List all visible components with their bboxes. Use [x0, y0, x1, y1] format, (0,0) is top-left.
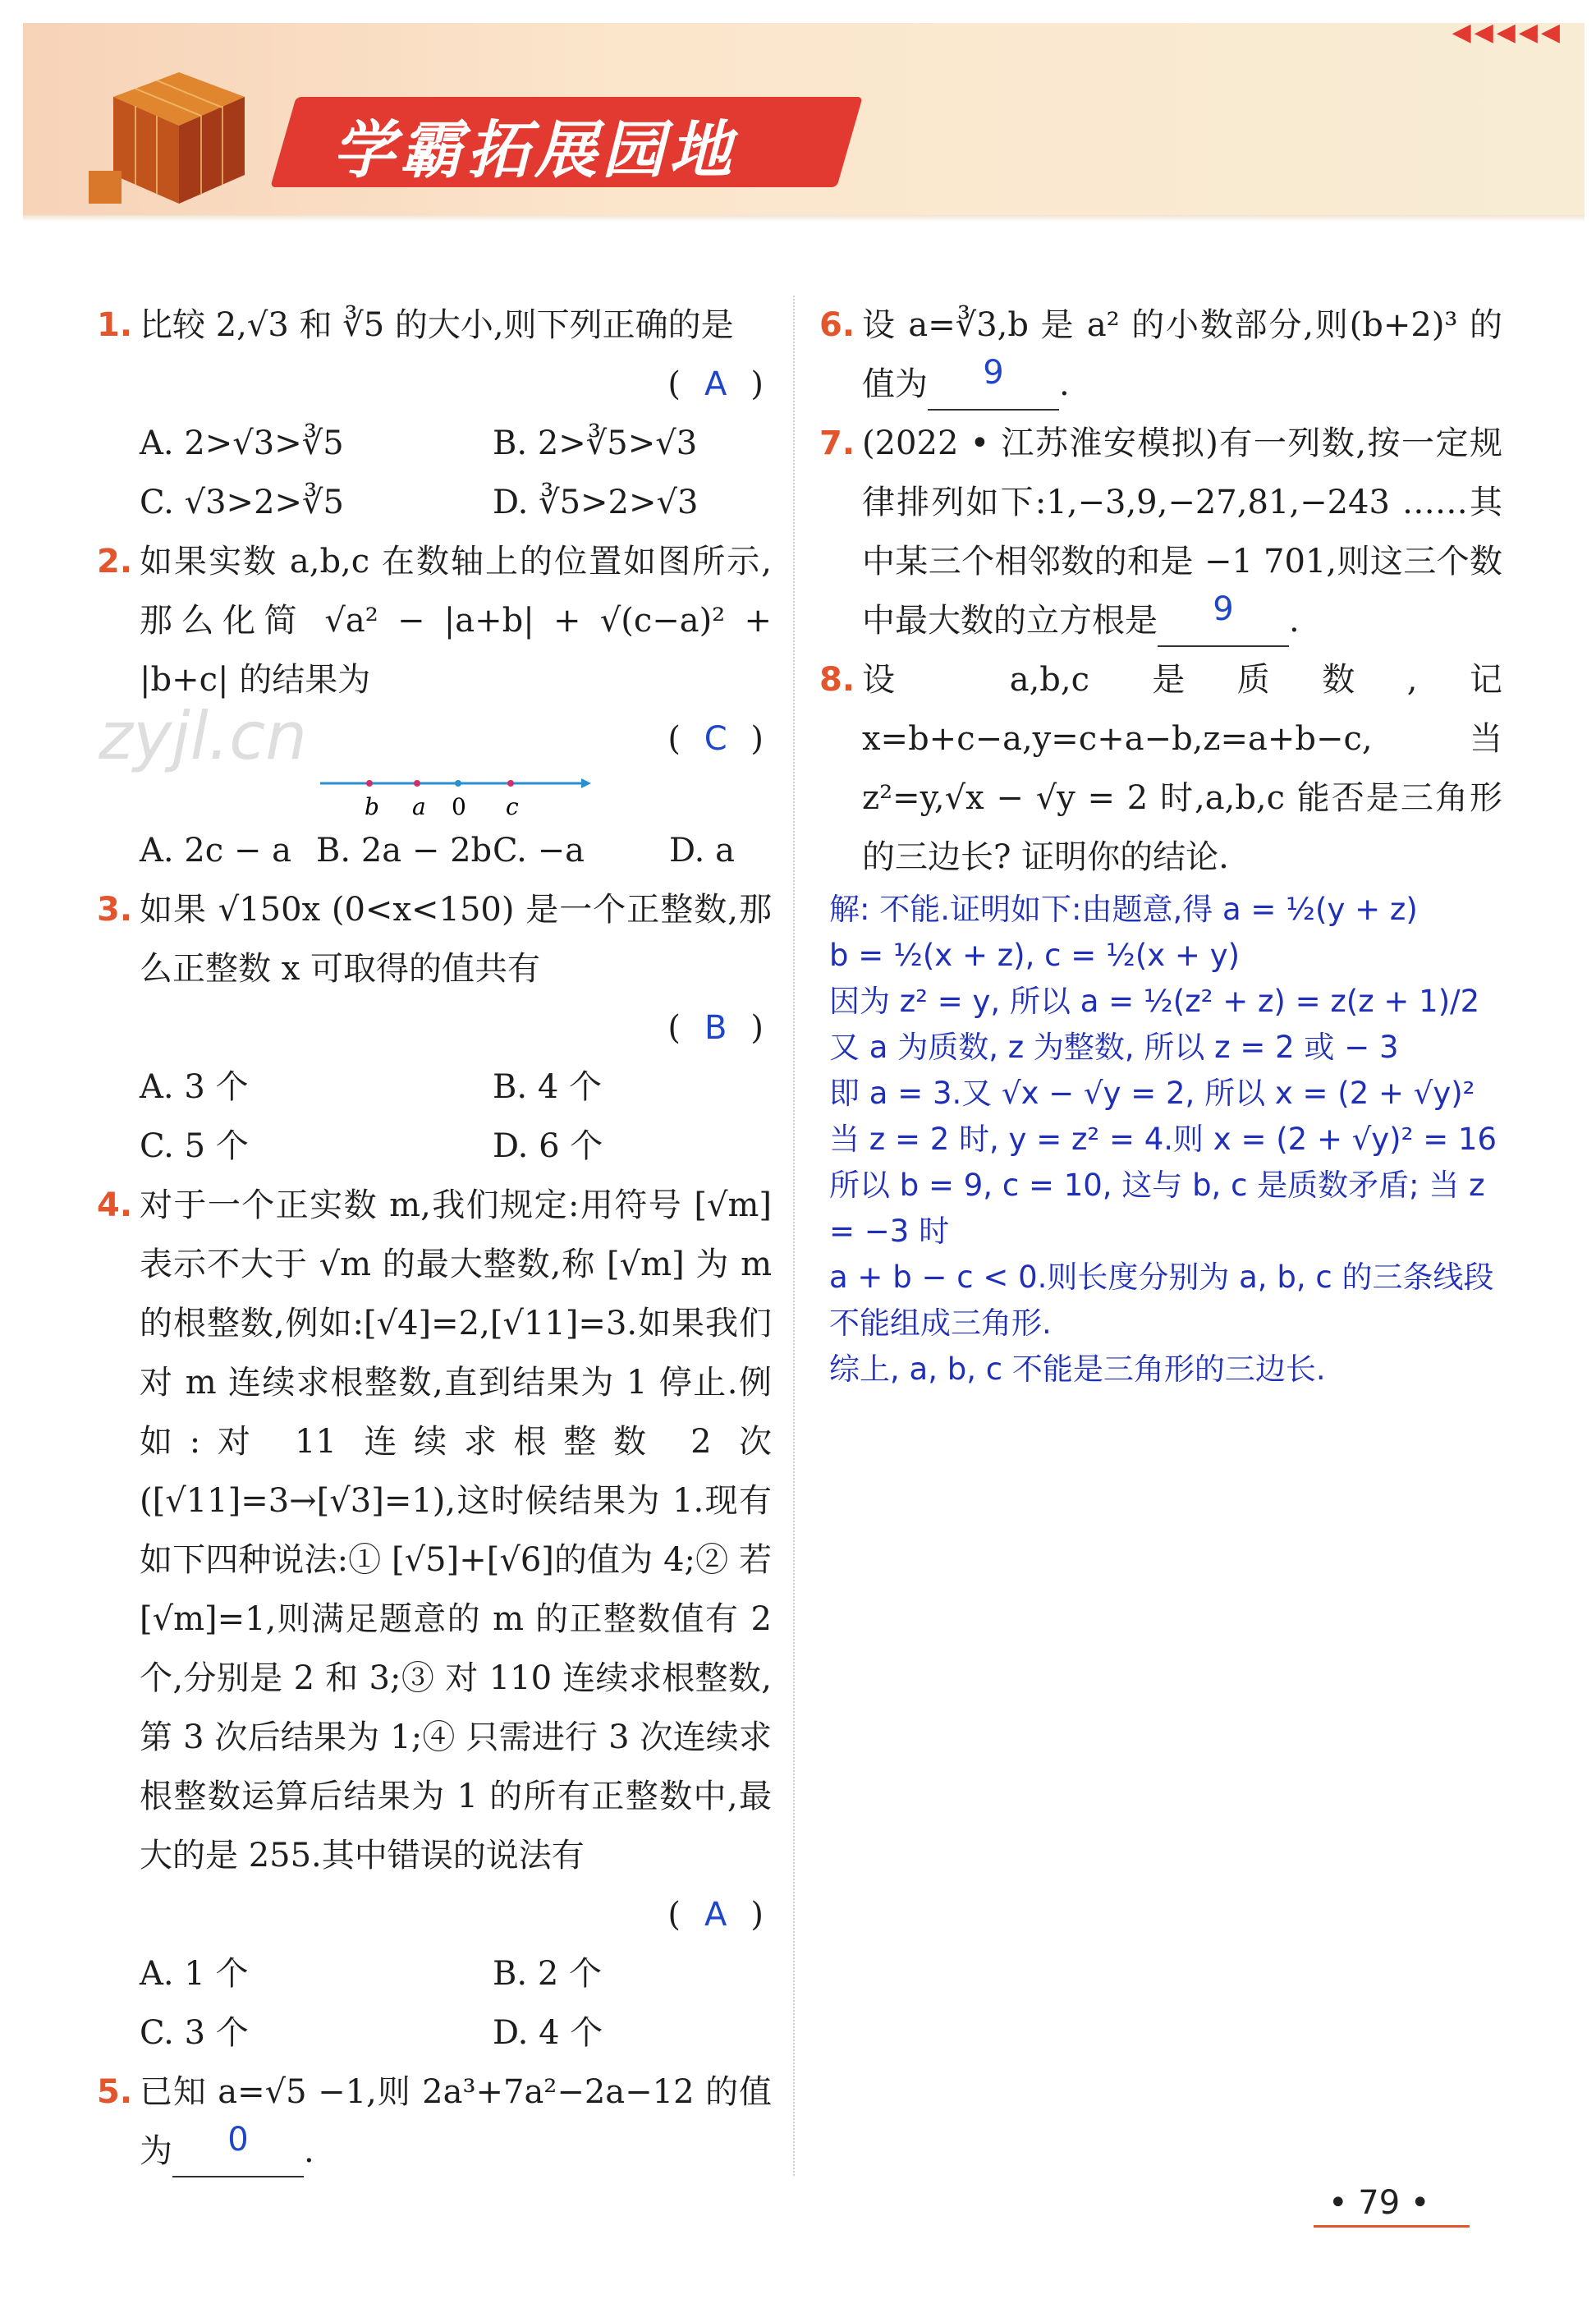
question-5	[99, 2063, 772, 2181]
solution-line: 解: 不能.证明如下:由题意,得 a = ½(y + z)	[829, 892, 1418, 927]
option-b: B. 2>∛5>√3	[493, 424, 698, 462]
options	[99, 821, 772, 880]
option-c: C. 5 个	[140, 1127, 249, 1165]
answer-bracket: ( C )	[99, 709, 772, 769]
question-6	[821, 296, 1502, 414]
question-4	[99, 1176, 772, 2063]
solution-line: b = ½(x + z), c = ½(x + y)	[829, 938, 1241, 973]
option-b: B. 2a − 2b	[316, 832, 493, 870]
answer-value: C	[704, 720, 727, 758]
option-d: D. a	[669, 832, 735, 870]
option-a: A. 1 个	[140, 1955, 249, 1993]
label-zero: 0	[452, 793, 466, 820]
option-b: B. 2 个	[493, 1955, 602, 1993]
answer-value: A	[704, 1896, 727, 1934]
question-number: 3.	[97, 891, 133, 929]
option-a: A. 3 个	[140, 1068, 249, 1106]
option-a: A. 2>√3>∛5	[140, 424, 344, 462]
question-number: 7.	[819, 424, 855, 462]
blank-value: 9	[1213, 590, 1234, 628]
label-a: a	[412, 793, 426, 820]
options	[99, 1944, 772, 2063]
option-a: A. 2c − a	[140, 832, 291, 870]
watermark: zyjl.cn	[99, 698, 307, 774]
answer-bracket: ( A )	[99, 1885, 772, 1944]
question-number: 5.	[97, 2073, 133, 2111]
solution-line: 即 a = 3.又 √x − √y = 2, 所以 x = (2 + √y)²	[829, 1076, 1475, 1111]
number-line	[320, 769, 591, 821]
blank-value: 9	[983, 354, 1004, 392]
option-d: D. ∛5>2>√3	[493, 484, 699, 521]
label-c: c	[506, 793, 519, 820]
question-3	[99, 880, 772, 1176]
page-title: 学霸拓展园地	[332, 113, 736, 186]
option-c: C. 3 个	[140, 2014, 249, 2052]
question-text: 对于一个正实数 m,我们规定:用符号 [√m] 表示不大于 √m 的最大整数,称 [√m] 为 m 的根整数,例如:[√4]=2,[√11]=3.如果我们对 m 连续求根整数,直到结果为 1 停止.例如:对 11 连续求根整数 2 次([√11]=3→[√3]=1),这时候结果为 1.现有如下四种说法:① [√5]+[√6]的值为 4;② 若[√m]=1,则满足题意的 m 的正整数值有 2 个,分别是 2 和 3;③ 对 110 连续求根整数,第 3 次后结果为 1;④ 只需进行 3 次连续求根整数运算后结果为 1 的所有正整数中,最大的是 255.其中错误的说法有	[140, 1186, 772, 1875]
solution-line: 又 a 为质数, z 为整数, 所以 z = 2 或 − 3	[829, 1030, 1399, 1065]
question-1	[99, 296, 772, 532]
question-number: 2.	[97, 543, 133, 580]
solution-line: 不能组成三角形.	[829, 1306, 1052, 1341]
question-text-end: .	[1289, 602, 1300, 640]
question-text: 比较 2,√3 和 ∛5 的大小,则下列正确的是	[140, 306, 734, 344]
answer-value: B	[704, 1009, 727, 1047]
question-text	[99, 2063, 772, 2181]
blank-value: 0	[227, 2121, 249, 2159]
question-text-part: 已知 a=√5 −1,则 2a³+7a²−2a−12 的值为	[140, 2073, 772, 2170]
answer-blank	[1158, 590, 1289, 647]
solution-block	[821, 887, 1502, 1393]
question-text: 如果 √150x (0<x<150) 是一个正整数,那么正整数 x 可取得的值共有	[140, 891, 772, 988]
option-d: D. 4 个	[493, 2014, 603, 2052]
page-number-underline	[1314, 2225, 1470, 2228]
answer-blank	[172, 2121, 304, 2177]
question-text-end: .	[1059, 365, 1070, 403]
question-text-part: (2022 • 江苏淮安模拟)有一列数,按一定规律排列如下:1,−3,9,−27,81,−243 ……其中某三个相邻数的和是 −1 701,则这三个数中最大数的立方根是	[862, 424, 1502, 640]
page-number: • 79 •	[1328, 2184, 1430, 2222]
option-c: C. −a	[493, 832, 585, 870]
question-text-end: .	[304, 2132, 314, 2170]
option-d: D. 6 个	[493, 1127, 603, 1165]
question-number: 8.	[819, 661, 855, 699]
answer-bracket: ( A )	[99, 355, 772, 414]
answer-value: A	[704, 365, 727, 403]
question-text	[821, 296, 1502, 414]
question-8	[821, 650, 1502, 887]
solution-line: 因为 z² = y, 所以 a = ½(z² + z) = z(z + 1)/2	[829, 984, 1480, 1019]
header-shadow	[23, 215, 1585, 222]
question-7	[821, 414, 1502, 650]
question-number: 4.	[97, 1186, 133, 1224]
question-text: 如果实数 a,b,c 在数轴上的位置如图所示,那么化简 √a² − |a+b| + √(c−a)² + |b+c| 的结果为	[140, 543, 772, 699]
solution-line: a + b − c < 0.则长度分别为 a, b, c 的三条线段	[829, 1260, 1494, 1295]
right-column	[821, 296, 1502, 1393]
arrow-decoration: ◀◀◀◀◀	[1452, 18, 1563, 47]
left-column	[99, 296, 772, 2181]
question-text-part: 设 a=∛3,b 是 a² 的小数部分,则(b+2)³ 的值为	[862, 306, 1502, 403]
option-b: B. 4 个	[493, 1068, 602, 1106]
answer-bracket: ( B )	[99, 998, 772, 1058]
solution-line: 当 z = 2 时, y = z² = 4.则 x = (2 + √y)² = 16	[829, 1122, 1497, 1157]
question-text: 设 a,b,c 是质数,记 x=b+c−a,y=c+a−b,z=a+b−c,当 z²=y,√x − √y = 2 时,a,b,c 能否是三角形的三边长? 证明你的结论.	[862, 661, 1502, 876]
question-number: 1.	[97, 306, 133, 344]
question-2	[99, 532, 772, 880]
question-text	[821, 414, 1502, 650]
options	[99, 1058, 772, 1176]
cube-icon	[89, 48, 253, 212]
solution-line: 综上, a, b, c 不能是三角形的三边长.	[829, 1351, 1326, 1387]
column-divider	[793, 296, 795, 2176]
options	[99, 414, 772, 532]
answer-blank	[928, 354, 1059, 411]
label-b: b	[365, 793, 379, 820]
solution-line: 所以 b = 9, c = 10, 这与 b, c 是质数矛盾; 当 z = −3 时	[829, 1168, 1485, 1249]
question-number: 6.	[819, 306, 855, 344]
option-c: C. √3>2>∛5	[140, 484, 344, 521]
